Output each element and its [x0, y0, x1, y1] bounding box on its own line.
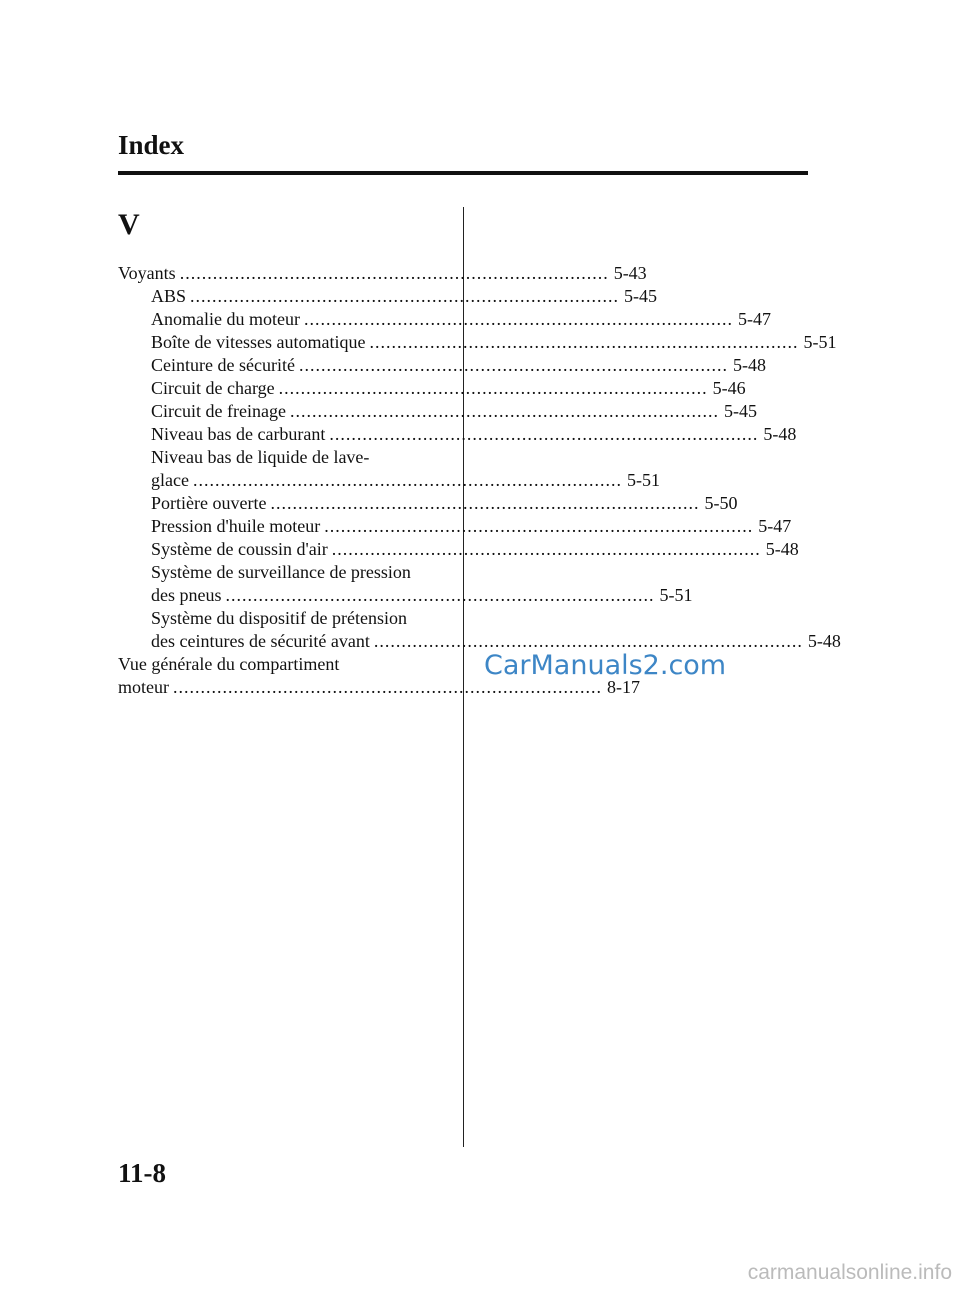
entry-text: Niveau bas de carburant	[151, 424, 326, 444]
index-subentry-lave-glace	[118, 469, 660, 492]
index-subentry-ceinture	[118, 354, 766, 377]
entry-page: 5-51	[626, 470, 660, 490]
index-subentry-boite	[118, 331, 837, 354]
entry-text: des ceintures de sécurité avant	[151, 631, 370, 651]
header-rule	[118, 171, 808, 175]
entry-page: 5-48	[732, 355, 766, 375]
index-subentry-pression-pneus	[118, 584, 693, 607]
dot-leader: ..............................................................................	[192, 470, 622, 490]
dot-leader: ..............................................................................	[298, 355, 728, 375]
entry-text: Pression d'huile moteur	[151, 516, 321, 536]
dot-leader: ..............................................................................	[324, 516, 754, 536]
entry-text: Système de coussin d'air	[151, 539, 328, 559]
index-subentry-freinage	[118, 400, 757, 423]
entry-page: 5-48	[765, 539, 799, 559]
entry-text: glace	[151, 470, 189, 490]
entry-page: 5-43	[613, 263, 647, 283]
entry-text: Anomalie du moteur	[151, 309, 300, 329]
dot-leader: ..............................................................................	[270, 493, 700, 513]
index-entry-compartiment	[118, 676, 640, 699]
entry-text: Portière ouverte	[151, 493, 267, 513]
dot-leader: ..............................................................................	[289, 401, 719, 421]
index-subentry-pretension-line1: Système du dispositif de prétension	[151, 608, 407, 628]
dot-leader: ..............................................................................	[225, 585, 655, 605]
entry-text: Voyants	[118, 263, 176, 283]
dot-leader: ..............................................................................	[303, 309, 733, 329]
footer-watermark: carmanualsonline.info	[747, 1261, 952, 1284]
dot-leader: ..............................................................................	[278, 378, 708, 398]
entry-text: ABS	[151, 286, 187, 306]
index-subentry-carburant	[118, 423, 797, 446]
entry-text: Circuit de freinage	[151, 401, 286, 421]
entry-page: 5-47	[758, 516, 792, 536]
entry-page: 5-51	[803, 332, 837, 352]
index-subentry-pression-pneus-line1: Système de surveillance de pression	[151, 562, 411, 582]
entry-text: moteur	[118, 677, 169, 697]
index-subentry-lave-glace-line1: Niveau bas de liquide de lave-	[151, 447, 370, 467]
index-subentry-abs	[118, 285, 658, 308]
index-subentry-charge	[118, 377, 746, 400]
index-subentry-portiere	[118, 492, 738, 515]
entry-page: 8-17	[607, 677, 640, 697]
entry-page: 5-48	[763, 424, 797, 444]
entry-text: Circuit de charge	[151, 378, 275, 398]
entry-page: 5-50	[704, 493, 738, 513]
dot-leader: ..............................................................................	[190, 286, 620, 306]
page-number: 11-8	[118, 1158, 167, 1188]
dot-leader: ..............................................................................	[369, 332, 799, 352]
index-subentry-pretension	[118, 630, 841, 653]
section-letter: V	[118, 208, 140, 241]
dot-leader: ..............................................................................	[173, 677, 602, 697]
entry-page: 5-45	[624, 286, 658, 306]
index-heading: Index	[118, 130, 185, 160]
dot-leader: ..............................................................................	[179, 263, 609, 283]
entry-page: 5-48	[807, 631, 841, 651]
index-subentry-anomalie	[118, 308, 771, 331]
index-entry-voyants	[118, 262, 647, 285]
entry-page: 5-51	[659, 585, 693, 605]
entry-text: Ceinture de sécurité	[151, 355, 295, 375]
dot-leader: ..............................................................................	[373, 631, 803, 651]
dot-leader: ..............................................................................	[329, 424, 759, 444]
entry-text: Boîte de vitesses automatique	[151, 332, 366, 352]
site-watermark: CarManuals2.com	[484, 650, 727, 681]
index-entry-compartiment-line1: Vue générale du compartiment	[118, 654, 340, 674]
index-subentry-coussin	[118, 538, 799, 561]
dot-leader: ..............................................................................	[331, 539, 761, 559]
entry-page: 5-47	[737, 309, 771, 329]
entry-page: 5-45	[723, 401, 757, 421]
index-subentry-huile	[118, 515, 792, 538]
entry-page: 5-46	[712, 378, 746, 398]
entry-text: des pneus	[151, 585, 222, 605]
